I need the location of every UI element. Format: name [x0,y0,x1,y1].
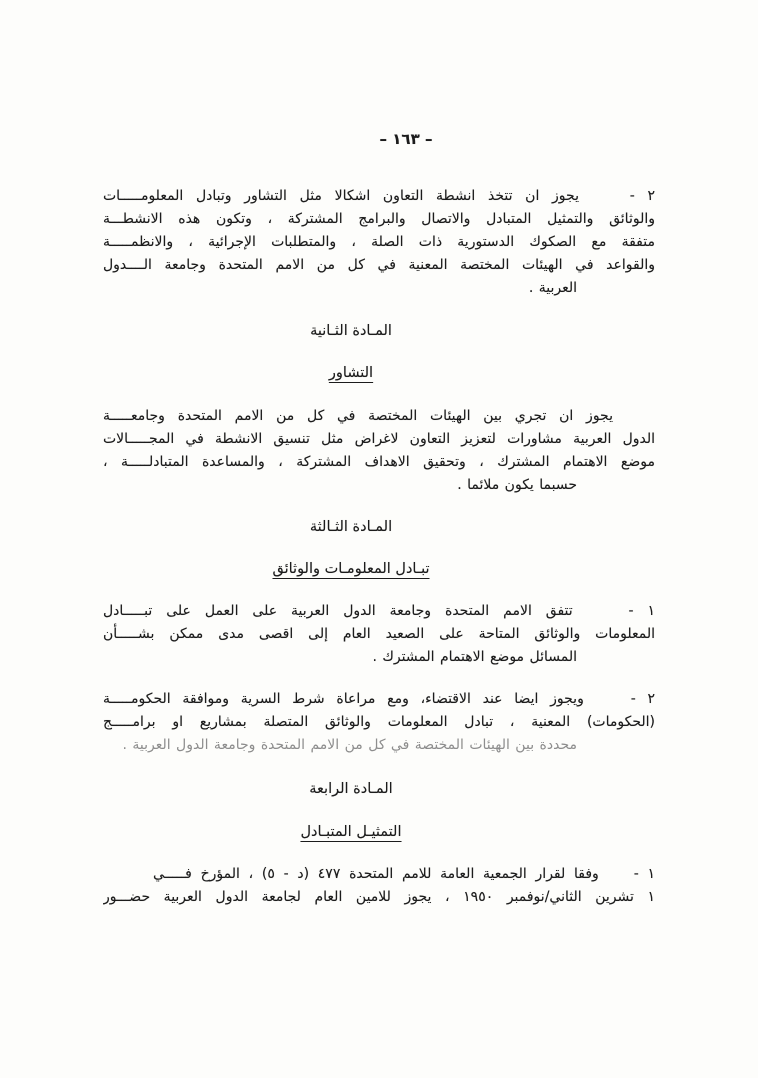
text-line: والقواعد في الهيئات المختصة المعنية في كل من الامم المتحدة وجامعة الــــدول [103,257,655,273]
text-line: ٢ - ويجوز ايضا عند الاقتضاء، ومع مراعاة شرط السرية وموافقة الحكومـــــة [103,691,655,707]
article3-subject-heading: تبـادل المعلومـات والوثائق [272,561,430,577]
text-line: العربية . [528,280,577,296]
text-line-faded: محددة بين الهيئات المختصة في كل من الامم المتحدة وجامعة الدول العربية . [122,737,577,753]
text-line: والوثائق والتمثيل المتبادل والاتصال والبرامج المشتركة ، وتكون هذه الانشطـــة [103,211,655,227]
article3-title: المـادة الثـالثة [309,519,393,535]
text-line: ١ تشرين الثاني/نوفمبر ١٩٥٠ ، يجوز للامين العام لجامعة الدول العربية حضـــور [103,889,655,905]
article4-subject-heading: التمثيـل المتبـادل [300,824,402,840]
paragraph-consultation [103,405,655,497]
text-line: (الحكومات) المعنية ، تبادل المعلومات والوثائق المتصلة بمشاريع او برامـــــج [103,714,655,730]
text-line: متفقة مع الصكوك الدستورية ذات الصلة ، والمتطلبات الإجرائية ، والانظمـــــة [103,234,655,250]
text-line: الدول العربية مشاورات لتعزيز التعاون لاغراض مثل تنسيق الانشطة في المجـــــالات [103,431,655,447]
text-line: المسائل موضع الاهتمام المشترك . [372,649,577,665]
text-line: ١ - وفقا لقرار الجمعية العامة للامم المتحدة ٤٧٧ (د - ٥) ، المؤرخ فـــــي [153,866,655,882]
paragraph-info-exchange-1 [103,600,655,669]
text-line: المعلومات والوثائق المتاحة على الصعيد العام إلى اقصى مدى ممكن بشـــــأن [103,626,655,642]
paragraph-info-exchange-2 [103,688,655,757]
text-line: يجوز ان تجري بين الهيئات المختصة في كل من الامم المتحدة وجامعـــــة [103,408,613,424]
text-line: موضع الاهتمام المشترك ، وتحقيق الاهداف المشتركة ، والمساعدة المتبادلـــــة ، [103,454,655,470]
article2-subject-heading: التشاور [328,365,374,381]
text-line: حسبما يكون ملائما . [457,477,577,493]
text-line: ١ - تتفق الامم المتحدة وجامعة الدول العربية على العمل على تبـــــادل [103,603,655,619]
page-number: – ١٦٣ – [379,130,433,148]
paragraph-mutual-representation [103,863,655,909]
paragraph-cooperation-forms [103,185,655,300]
article2-title: المـادة الثـانية [310,323,392,339]
text-line: ٢ - يجوز ان تتخذ انشطة التعاون اشكالا مثل التشاور وتبادل المعلومـــــات [103,188,655,204]
article4-title: المـادة الرابعة [309,781,393,797]
